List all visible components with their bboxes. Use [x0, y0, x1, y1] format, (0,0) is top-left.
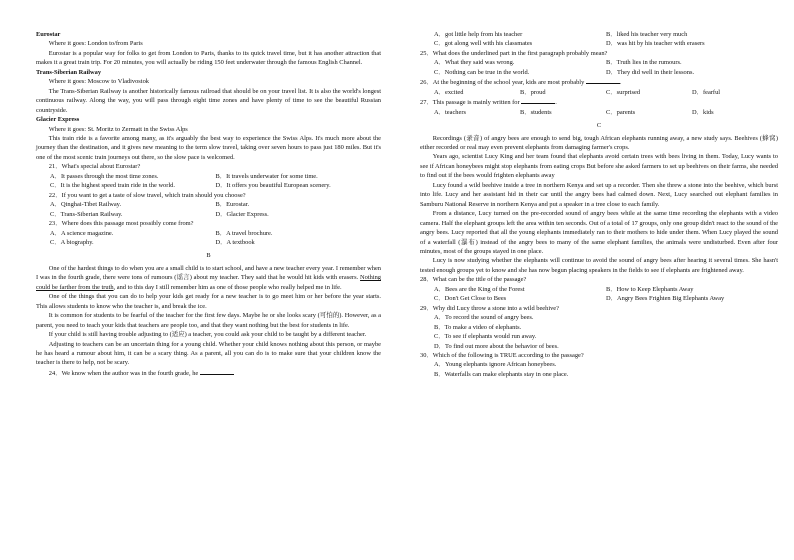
- q23-option-b[interactable]: B．A travel brochure.: [215, 229, 273, 237]
- q24-stem-line: [36, 368, 381, 378]
- q23-option-a[interactable]: A．A science magazine.: [50, 229, 114, 237]
- q26-option-a[interactable]: A．excited: [434, 88, 464, 96]
- underlined-phrase: Nothing could be farther from the truth: [36, 274, 381, 291]
- q30-option-row-b: [434, 370, 778, 379]
- q22-options-row1: [50, 200, 381, 209]
- section-b-heading: B: [206, 252, 211, 260]
- siberian-where: Where it goes: Moscow to Vladivostok: [48, 78, 149, 86]
- q27-option-a[interactable]: A．teachers: [434, 108, 466, 116]
- eurostar-text: Eurostar is a popular way for folks to get from London to Paris, thanks to its quick travel time, but it has another attraction that makes it a great train trip. For 20 minutes, you will actually be riding 150 feet underwater through the famous English Channel.: [36, 49, 381, 67]
- q21-option-c[interactable]: C．It is the highest speed train ride in the world.: [50, 182, 175, 190]
- passage-c-paragraph-1: Recordings (录音) of angry bees are enough to send big, tough African elephants running away, a new study says. Beehives (蜂窝) either recorded or real may even prevent elephants from damaging farmer's crops.: [420, 134, 778, 151]
- q24-option-c[interactable]: C．got along well with his classmates: [434, 40, 533, 48]
- glacier-text: This train ride is a favorite among many, as it's arguably the best way to experience the Swiss Alps. It's much more about the journey than the destination, and it gives new meaning to the term slow travel, taking over seven hours to pass just 180 miles. But it's one of the most scenic train journeys out there, so the slow pace is welcomed.: [36, 134, 381, 161]
- q23-option-c[interactable]: C．A biography.: [50, 238, 94, 246]
- siberian-text: The Trans-Siberian Railway is another historically famous railroad that should be on your travel list. It is also the world's longest continuous railway. Along the way, you will pass through eight time zones and have plenty of time to see the beautiful Russian countryside.: [36, 87, 381, 114]
- passage-b-paragraph-3: It is common for students to be fearful of the teacher for the first few days. Maybe he or she looks scary (可怕的). However, as a parent, you need to teach your kids that teachers are people too, and that they want nothing but the best for students in life.: [36, 312, 381, 329]
- q21-option-b[interactable]: B．It travels underwater for some time.: [215, 172, 318, 180]
- q25-options-row1: [434, 58, 778, 67]
- q25-option-b[interactable]: B．Truth lies in the rumours.: [606, 59, 682, 67]
- q23-option-d[interactable]: D．A textbook: [215, 238, 255, 246]
- q24-option-d[interactable]: D．was hit by his teacher with erasers: [606, 40, 705, 48]
- left-column: [36, 30, 381, 378]
- q22-option-a[interactable]: A．Qinghai-Tibet Railway.: [50, 201, 122, 209]
- glacier-title: Glacier Express: [36, 116, 80, 124]
- q27-stem-line: 27．This passage is mainly written for .: [420, 99, 557, 107]
- q24-option-a[interactable]: A．got little help from his teacher: [434, 31, 523, 38]
- q30-option-b[interactable]: B．Waterfalls can make elephants stay in one place.: [434, 370, 569, 378]
- q26-stem-line: 26．At the beginning of the school year, kids are most probably .: [420, 79, 622, 87]
- section-c-heading: C: [596, 122, 602, 130]
- q24-option-b[interactable]: B．liked his teacher very much: [606, 31, 688, 38]
- q27-option-d[interactable]: D．kids: [692, 108, 714, 116]
- q29-option-b[interactable]: B．To make a video of elephants.: [434, 323, 522, 331]
- passage-c-paragraph-5: Lucy is now studying whether the elephants will continue to avoid the sound of angry bees after hearing it several times. She hasn't tested enough groups yet to know and she has now begun placing speakers in the fields to see if elephants are frightened away.: [420, 257, 778, 274]
- q21-option-d[interactable]: D．It offers you beautiful European scenery.: [215, 182, 331, 190]
- q29-option-row-d: [434, 342, 778, 351]
- q21-stem: 21．What's special about Eurostar?: [48, 163, 141, 171]
- q25-option-c[interactable]: C．Nothing can be true in the world.: [434, 68, 530, 76]
- q23-options-row2: [50, 238, 381, 247]
- q26-stem: 26．At the beginning of the school year, kids are most probably: [420, 79, 585, 87]
- q28-stem: 28．What can be the title of the passage?: [420, 276, 527, 284]
- q30-stem: 30．Which of the following is TRUE according to the passage?: [420, 351, 584, 359]
- passage-b-paragraph-1: [36, 264, 381, 292]
- passage-b-paragraph-5: Adjusting to teachers can be an uncertain thing for a young child. Whether your child knows nothing about this person, or maybe he has heard a rumour about him, it can be a scary thing. As a parent, all you can do is to make sure that your children know the teacher is there to help, not be scary.: [36, 340, 381, 367]
- q25-option-a[interactable]: A．What they said was wrong.: [434, 59, 515, 67]
- q29-option-c[interactable]: C．To see if elephants would run away.: [434, 333, 537, 341]
- q27-option-c[interactable]: C．parents: [606, 108, 636, 116]
- q24-options-row2: [434, 39, 778, 48]
- eurostar-title: Eurostar: [36, 31, 61, 38]
- q23-stem: 23．Where does this passage most possibly come from?: [48, 220, 194, 228]
- q29-option-row-b: [434, 323, 778, 332]
- q25-stem: 25．What does the underlined part in the first paragraph probably mean?: [420, 49, 608, 57]
- q29-option-d[interactable]: D．To find out more about the behavior of bees.: [434, 342, 559, 350]
- passage-c-paragraph-3: Lucy found a wild beehive inside a tree in northern Kenya and set up a recorder. Then she threw a stone into the beehive, which burst into life. Lucy and her assistant hid in their car until the angry bees had calmed down. Next, Lucy searched out elephant families in Samburu National Reserve in northern Kenya and put a speaker in a tree close to each family.: [420, 181, 778, 208]
- q29-stem: 29．Why did Lucy throw a stone into a wild beehive?: [420, 304, 559, 312]
- q21-options-row1: [50, 172, 381, 181]
- q29-option-a[interactable]: A．To record the sound of angry bees.: [434, 314, 534, 322]
- siberian-title: Trans-Siberian Railway: [36, 68, 102, 76]
- q27-stem: 27．This passage is mainly written for: [420, 99, 520, 107]
- q22-options-row2: [50, 210, 381, 219]
- q26-option-b[interactable]: B．proud: [520, 88, 546, 96]
- passage-b-p1-end: , and to this day I still remember him as one of those people who really helped me in life.: [113, 283, 342, 291]
- q26-answer-blank[interactable]: [586, 77, 620, 84]
- q21-options-row2: [50, 181, 381, 190]
- q23-options-row1: [50, 229, 381, 238]
- passage-b-p1-start: One of the hardest things to do when you are a small child is to start school, and have a new teacher every year. I remember when I was in the fourth grade, there were tons of rumours (谣言) about my teacher. They said that he would hit kids with erasers.: [36, 264, 381, 282]
- passage-b-paragraph-2: One of the things that you can do to help your kids get ready for a new teacher is to go meet him or her before the year starts. This allows students to know who the teacher is, and break the ice.: [36, 293, 381, 310]
- q21-option-a[interactable]: A．It passes through the most time zones.: [50, 172, 159, 180]
- q30-option-a[interactable]: A．Young elephants ignore African honeybees.: [434, 361, 557, 369]
- q27-options: [434, 108, 778, 117]
- q22-stem: 22．If you want to get a taste of slow travel, which train should you choose?: [48, 191, 246, 199]
- q28-option-b[interactable]: B．How to Keep Elephants Away: [606, 285, 694, 293]
- right-column: [420, 30, 778, 379]
- q28-options-row1: [434, 285, 778, 294]
- q24-options-row1: [434, 30, 778, 39]
- q28-option-a[interactable]: A．Bees are the King of the Forest: [434, 285, 525, 293]
- q22-option-c[interactable]: C．Trans-Siberian Railway.: [50, 210, 123, 218]
- eurostar-where: Where it goes: London to/from Paris: [48, 40, 143, 48]
- q27-answer-blank[interactable]: [521, 97, 555, 104]
- glacier-where: Where it goes: St. Moritz to Zermatt in the Swiss Alps: [48, 125, 188, 133]
- q24-answer-blank[interactable]: [200, 368, 234, 375]
- q26-option-c[interactable]: C．surprised: [606, 88, 641, 96]
- q30-option-row-a: [434, 360, 778, 369]
- q26-options: [434, 88, 778, 97]
- q25-option-d[interactable]: D．They did well in their lessons.: [606, 68, 695, 76]
- q22-option-d[interactable]: D．Glacier Express.: [215, 210, 269, 218]
- q28-option-d[interactable]: D．Angry Bees Frighten Big Elephants Away: [606, 295, 725, 303]
- passage-b-paragraph-4: If your child is still having trouble adjusting to (适应) a teacher, you could ask your child to be taught by a different teacher.: [48, 331, 367, 339]
- q22-option-b[interactable]: B．Eurostar.: [215, 201, 250, 209]
- q25-options-row2: [434, 68, 778, 77]
- q24-stem: 24．We know when the author was in the fourth grade, he: [48, 369, 199, 377]
- q27-option-b[interactable]: B．students: [520, 108, 552, 116]
- q28-options-row2: [434, 294, 778, 303]
- passage-c-paragraph-2: Years ago, scientist Lucy King and her team found that elephants avoid certain trees with bees living in them. Today, Lucy wants to see if African honeybees might stop elephants from eating crops But before she asked farmers to set up beehives on their farms, she needed to find out if the bees would frighten elephants away: [420, 153, 778, 180]
- passage-c-paragraph-4: From a distance, Lucy turned on the pre-recorded sound of angry bees while at the same time recording the elephants with a video camera. Half the elephant groups left the area within ten seconds. Out of a total of 17 groups, only one group didn't react to the sound of the angry bees. Lucy reported that all the young elephants immediately ran to their mothers to hide under them. When Lucy played the sound of a waterfall (瀑布) instead of the angry bees to many of the same elephant families, the animals were undisturbed. Even after four minutes, most of the groups stayed in one place.: [420, 210, 778, 255]
- q29-option-row-c: [434, 332, 778, 341]
- q29-option-row-a: [434, 313, 778, 322]
- q26-option-d[interactable]: D．fearful: [692, 88, 721, 96]
- q28-option-c[interactable]: C．Don't Get Close to Bees: [434, 295, 507, 303]
